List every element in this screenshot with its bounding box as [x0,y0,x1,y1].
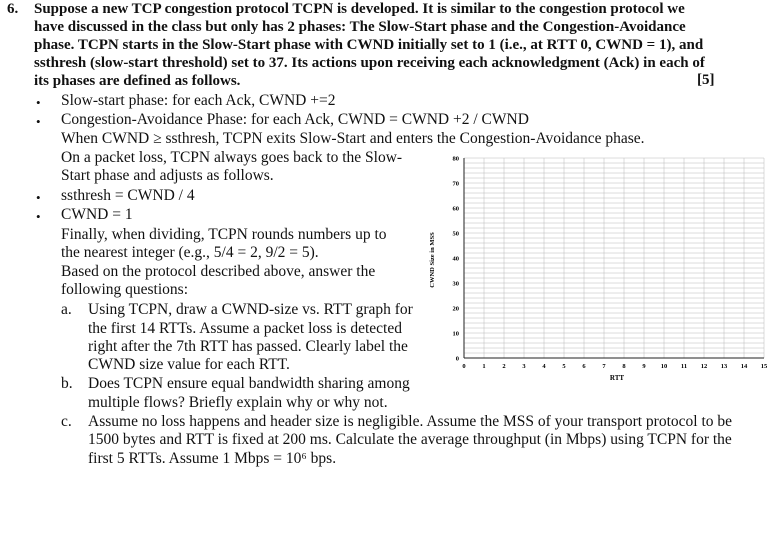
subq-a-line-3: right after the 7th RTT has passed. Clearly label the [88,338,408,355]
subq-c-line-2: 1500 bytes and RTT is fixed at 200 ms. Calculate the average throughput (in Mbps) using TCPN for the [88,431,732,448]
bullet-icon: • [36,190,41,205]
slow-start-rule: Slow-start phase: for each Ack, CWND +=2 [61,92,336,109]
x-tick-label: 1 [482,363,486,370]
y-axis-label: CWND Size in MSS [429,232,436,288]
y-tick-label: 70 [452,180,459,188]
question-line-5: its phases are defined as follows. [34,73,241,89]
x-tick-label: 11 [680,363,688,370]
y-tick-label: 0 [455,355,459,363]
y-tick-label: 30 [452,280,459,288]
y-tick-label: 80 [452,155,459,163]
x-tick-label: 4 [542,363,546,370]
y-tick-label: 40 [452,255,459,263]
chart-grid [464,158,764,358]
subq-c-line-3: first 5 RTTs. Assume 1 Mbps = 10⁶ bps. [88,450,337,467]
finally-line-2: the nearest integer (e.g., 5/4 = 2, 9/2 = 5). [61,244,319,261]
transition-line: When CWND ≥ ssthresh, TCPN exits Slow-Start and enters the Congestion-Avoidance phase. [61,130,645,147]
bullet-icon: • [36,114,41,129]
subq-c-line-1: Assume no loss happens and header size is negligible. Assume the MSS of your transport protocol to be [88,413,733,430]
question-number: 6. [7,1,19,17]
x-tick-label: 7 [602,363,606,370]
subq-b-label: b. [61,375,73,392]
x-tick-label: 9 [642,363,646,370]
y-tick-label: 50 [452,230,459,238]
subq-a-line-1: Using TCPN, draw a CWND-size vs. RTT graph for [88,301,413,318]
x-tick-label: 8 [622,363,626,370]
subq-a-label: a. [61,301,72,318]
marks-label: [5] [697,72,715,88]
finally-line-3: Based on the protocol described above, answer the [61,263,376,280]
x-tick-label: 5 [562,363,566,370]
subq-a-line-4: CWND size value for each RTT. [88,356,290,373]
x-tick-label: 0 [462,363,466,370]
y-tick-label: 60 [452,205,459,213]
x-tick-label: 6 [582,363,586,370]
ssthresh-rule: ssthresh = CWND / 4 [61,187,195,204]
loss-line-2: Start phase and adjusts as follows. [61,167,274,184]
x-tick-label: 10 [660,363,668,370]
subq-a-line-2: the first 14 RTTs. Assume a packet loss is detected [88,320,402,337]
x-tick-label: 14 [740,363,748,370]
subq-b-line-2: multiple flows? Briefly explain why or why not. [88,394,388,411]
question-line-2: have discussed in the class but only has 2 phases: The Slow-Start phase and the Congestion-Avoidance [34,19,686,35]
y-tick-label: 20 [452,305,459,313]
x-tick-label: 2 [502,363,506,370]
congestion-avoidance-rule: Congestion-Avoidance Phase: for each Ack, CWND = CWND +2 / CWND [61,111,529,128]
subq-c-label: c. [61,413,72,430]
x-tick-label: 13 [720,363,728,370]
question-line-3: phase. TCPN starts in the Slow-Start phase with CWND initially set to 1 (i.e., at RTT 0, CWND = 1), and [34,37,704,53]
y-tick-label: 10 [452,330,459,338]
bullet-icon: • [36,209,41,224]
x-axis-label: RTT [609,374,625,382]
question-line-1: Suppose a new TCP congestion protocol TCPN is developed. It is similar to the congestion protocol we [34,1,685,17]
x-tick-label: 3 [522,363,526,370]
loss-line-1: On a packet loss, TCPN always goes back to the Slow- [61,149,403,166]
question-line-4: ssthresh (slow-start threshold) set to 37. Its actions upon receiving each acknowledgment (Ack) in each of [34,55,705,71]
x-tick-label: 12 [700,363,708,370]
finally-line-4: following questions: [61,281,189,298]
subq-b-line-1: Does TCPN ensure equal bandwidth sharing among [88,375,410,392]
cwnd-rtt-chart [415,150,777,385]
bullet-icon: • [36,95,41,110]
finally-line-1: Finally, when dividing, TCPN rounds numbers up to [61,226,387,243]
x-tick-label: 15 [760,363,768,370]
cwnd-reset-rule: CWND = 1 [61,206,133,223]
